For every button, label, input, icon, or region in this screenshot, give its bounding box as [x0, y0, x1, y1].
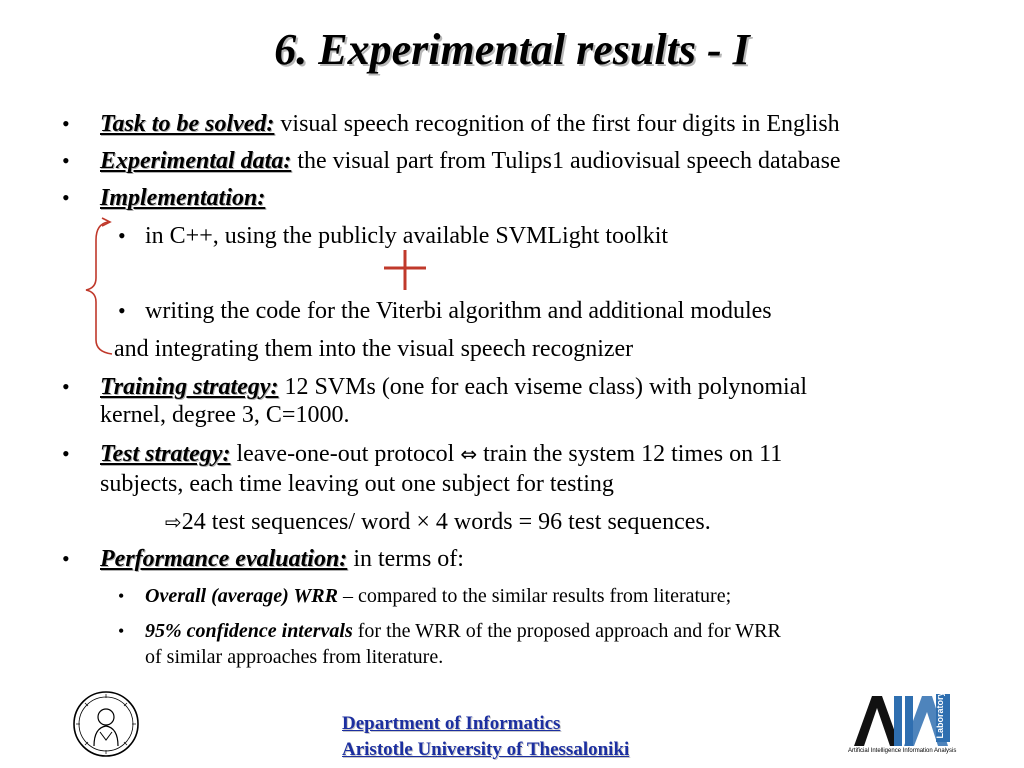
- bullet-test: Test strategy: leave-one-out protocol ⇔ train the system 12 times on 11: [100, 441, 783, 467]
- bullet-label: Training strategy:: [100, 374, 279, 400]
- bullet-implementation: [100, 184, 265, 212]
- bullet-performance: Performance evaluation: in terms of:: [100, 546, 464, 572]
- bullet-marker: •: [62, 441, 70, 466]
- perf-item-confidence: 95% confidence intervals for the WRR of the proposed approach and for WRR: [145, 620, 781, 642]
- sub-bullet-marker: •: [118, 298, 126, 323]
- sub-bullet-marker: •: [118, 586, 125, 606]
- bullet-label: Experimental data:: [100, 148, 292, 174]
- bullet-marker: •: [62, 546, 70, 571]
- bullet-text: the visual part from Tulips1 audiovisual speech database: [291, 148, 841, 174]
- bullet-data: [100, 147, 841, 175]
- bullet-label: Implementation:: [100, 185, 266, 211]
- test-result: ⇨24 test sequences/ word × 4 words = 96 test sequences.: [165, 509, 711, 535]
- impl-item-viterbi: writing the code for the Viterbi algorithm and additional modules: [145, 298, 772, 324]
- bullet-marker: •: [62, 148, 70, 173]
- sub-bullet-marker: •: [118, 223, 126, 248]
- aiia-logo-caption: Artificial Intelligence Information Analysis: [848, 748, 957, 754]
- bullet-label: Performance evaluation:: [100, 546, 348, 572]
- brace-arrow-icon: [102, 218, 110, 226]
- bullet-marker: •: [62, 111, 70, 136]
- impl-item-cpp: in C++, using the publicly available SVMLight toolkit: [145, 223, 669, 249]
- aiia-logo-side-text: Laboratory: [935, 691, 945, 739]
- right-arrow-icon: ⇨: [165, 510, 182, 534]
- bullet-task: [100, 110, 840, 138]
- bullet-marker: •: [62, 185, 70, 210]
- slide-title: 6. Experimental results - I: [274, 25, 750, 74]
- bullet-training: Training strategy: 12 SVMs (one for each viseme class) with polynomial: [100, 374, 808, 400]
- sub-bullet-marker: •: [118, 621, 125, 641]
- bullet-text: visual speech recognition of the first four digits in English: [274, 111, 840, 137]
- impl-continuation: and integrating them into the visual speech recognizer: [114, 336, 634, 362]
- plus-icon: [384, 250, 426, 290]
- bullet-marker: •: [62, 374, 70, 399]
- aiia-lab-logo: [848, 690, 957, 760]
- perf-item-confidence-line2: of similar approaches from literature.: [145, 646, 444, 668]
- perf-item-wrr: Overall (average) WRR – compared to the similar results from literature;: [145, 585, 732, 607]
- equivalence-icon: ⇔: [460, 442, 478, 466]
- bullet-label: Task to be solved:: [100, 111, 275, 137]
- footer-university: Aristotle University of Thessaloniki: [342, 739, 630, 760]
- footer-department: Department of Informatics: [342, 713, 561, 734]
- university-seal-icon: [72, 690, 140, 758]
- test-line2: subjects, each time leaving out one subject for testing: [100, 471, 614, 497]
- curly-brace-icon: [86, 222, 112, 354]
- bullet-label: Test strategy:: [100, 441, 231, 467]
- training-line2: kernel, degree 3, C=1000.: [100, 402, 350, 428]
